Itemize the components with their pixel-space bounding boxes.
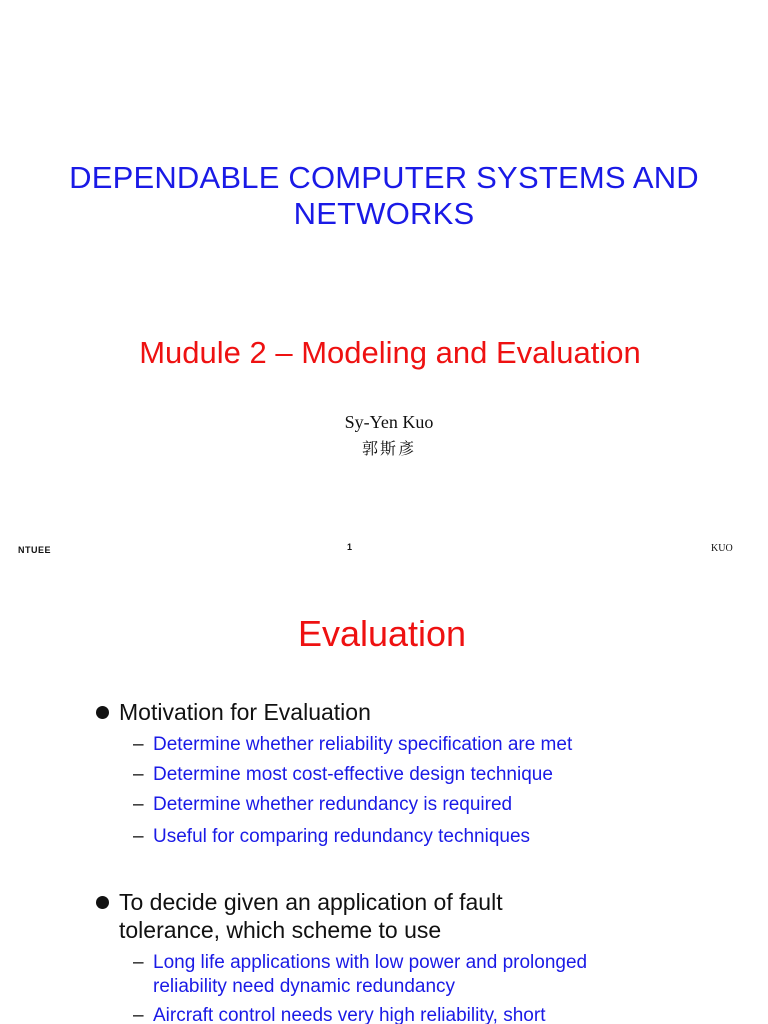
sub-bullet-text: Aircraft control needs very high reliability, short <box>153 1005 546 1024</box>
dash-icon: – <box>133 952 144 973</box>
footer-right-label: KUO <box>711 543 733 554</box>
sub-bullet-item <box>133 733 572 757</box>
sub-bullet-text: Determine whether redundancy is required <box>153 794 513 815</box>
bullet-text: To decide given an application of fault tolerance, which scheme to use <box>119 889 503 943</box>
slide-title: DEPENDABLE COMPUTER SYSTEMS AND NETWORKS <box>69 160 699 231</box>
sub-bullet-item <box>133 951 613 999</box>
module-title: Mudule 2 – Modeling and Evaluation <box>139 335 641 370</box>
sub-bullet-item <box>133 1004 653 1024</box>
sub-bullet-item <box>133 763 553 787</box>
sub-bullet-text: Determine whether reliability specification are met <box>153 734 573 755</box>
bullet-item <box>96 888 576 944</box>
sub-bullet-item <box>133 793 512 817</box>
bullet-dot-icon <box>96 706 109 719</box>
section-heading: Evaluation <box>297 613 467 654</box>
sub-bullet-text: Useful for comparing redundancy techniques <box>153 826 531 847</box>
author-name: Sy-Yen Kuo <box>344 412 434 432</box>
page-number: 1 <box>347 542 353 552</box>
footer-left-label: NTUEE <box>18 545 52 555</box>
dash-icon: – <box>133 764 144 785</box>
dash-icon: – <box>133 794 144 815</box>
dash-icon: – <box>133 826 144 847</box>
dash-icon: – <box>133 1005 144 1024</box>
bullet-dot-icon <box>96 896 109 909</box>
sub-bullet-text: Determine most cost-effective design technique <box>153 764 553 785</box>
sub-bullet-item <box>133 825 530 849</box>
author-name-chinese: 郭斯彥 <box>361 439 416 458</box>
bullet-text: Motivation for Evaluation <box>119 699 371 725</box>
sub-bullet-text: Long life applications with low power and prolonged reliability need dynamic redundancy <box>153 952 588 997</box>
dash-icon: – <box>133 734 144 755</box>
bullet-item <box>96 698 371 726</box>
